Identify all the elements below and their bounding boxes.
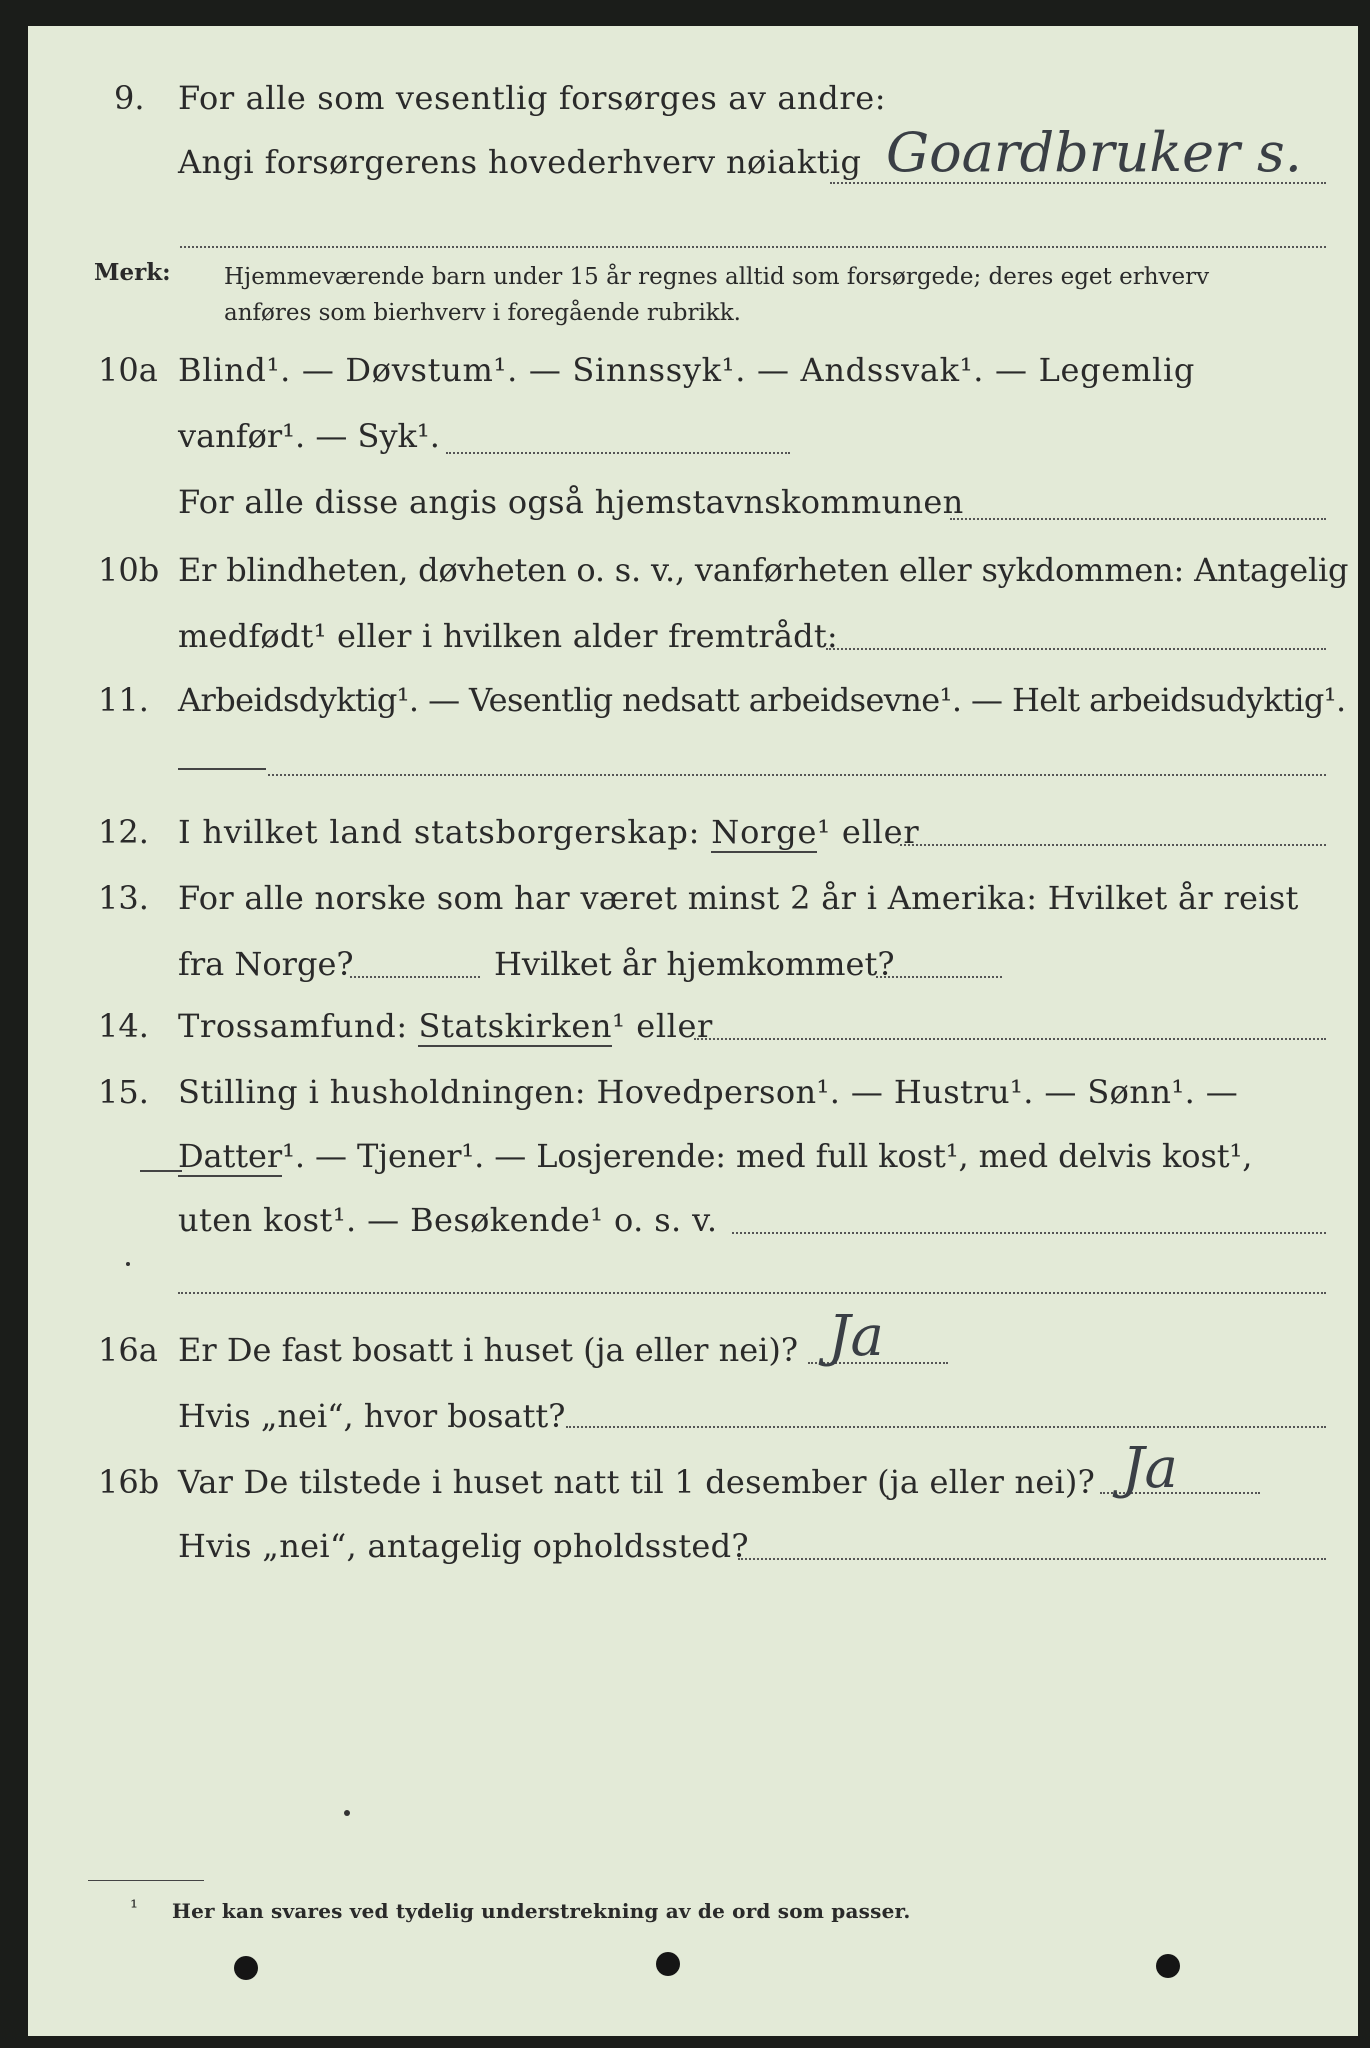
- q11-answer-line: [268, 774, 1326, 776]
- q9-number: 9.: [114, 79, 145, 117]
- q16a-handwritten-answer: Ja: [828, 1304, 884, 1369]
- q16a-number: 16a: [98, 1331, 158, 1369]
- q14-underlined-answer: Statskirken: [418, 1007, 613, 1045]
- q10a-line1: Blind¹. — Døvstum¹. — Sinnssyk¹. — Andssvak¹. — Legemlig: [178, 351, 1196, 389]
- q14-line: [178, 1006, 713, 1046]
- q9-line1: For alle som vesentlig forsørges av andre:: [178, 79, 887, 117]
- footnote-text: Her kan svares ved tydelig understrekning av de ord som passer.: [172, 1899, 911, 1923]
- q14-suffix: ¹ eller: [612, 1007, 713, 1045]
- footnote-rule: [88, 1880, 204, 1881]
- q14-answer-line: [694, 1038, 1326, 1040]
- footnote-mark: ¹: [130, 1895, 139, 1919]
- q12-number: 12.: [98, 813, 149, 851]
- q15-line2-rest: ¹. — Tjener¹. — Losjerende: med full kost¹, med delvis kost¹,: [282, 1137, 1253, 1175]
- merk-label: Merk:: [94, 259, 171, 286]
- q10b-line1: Er blindheten, døvheten o. s. v., vanførheten eller sykdommen: Antagelig: [178, 551, 1349, 589]
- q14-prefix: Trossamfund:: [178, 1007, 408, 1045]
- q15-answer-line: [732, 1232, 1326, 1234]
- q13-hjemkommet-line: [876, 976, 1002, 978]
- q13-line2b: Hvilket år hjemkommet?: [494, 945, 895, 983]
- q16b-line1: Var De tilstede i huset natt til 1 desember (ja eller nei)?: [178, 1463, 1095, 1501]
- q10a-number: 10a: [98, 351, 158, 389]
- q15-number: 15.: [98, 1073, 149, 1111]
- q13-reist-line: [350, 976, 480, 978]
- q13-number: 13.: [98, 879, 149, 917]
- q15-line2: [178, 1136, 1252, 1176]
- q14-number: 14.: [98, 1007, 149, 1045]
- q10a-line3: For alle disse angis også hjemstavnskommunen: [178, 483, 964, 521]
- q12-suffix: ¹ eller: [817, 813, 920, 851]
- q15-line3: uten kost¹. — Besøkende¹ o. s. v.: [178, 1201, 718, 1239]
- merk-line2: anføres som bierhverv i foregående rubrikk.: [224, 300, 741, 326]
- q13-line2a: fra Norge?: [178, 945, 354, 983]
- q11-line1: Arbeidsdyktig¹. — Vesentlig nedsatt arbeidsevne¹. — Helt arbeidsudyktig¹.: [178, 681, 1346, 719]
- q16b-handwritten-answer: Ja: [1122, 1436, 1178, 1501]
- q15-extra-line: [178, 1292, 1326, 1294]
- q16b-line2: Hvis „nei“, antagelig opholdssted?: [178, 1527, 749, 1565]
- q11-number: 11.: [98, 681, 149, 719]
- q16a-line1: Er De fast bosatt i huset (ja eller nei)?: [178, 1331, 799, 1369]
- merk-line1: Hjemmeværende barn under 15 år regnes alltid som forsørgede; deres eget erhverv: [224, 264, 1210, 290]
- punch-hole-left: [234, 1956, 258, 1980]
- q16a-line2: Hvis „nei“, hvor bosatt?: [178, 1397, 566, 1435]
- punch-hole-center: [656, 1952, 680, 1976]
- q16b-opholdssted-line: [738, 1558, 1326, 1560]
- q10b-number: 10b: [98, 551, 160, 589]
- q15-underline-lead: [140, 1170, 182, 1172]
- paper-speck: [344, 1810, 350, 1816]
- q9-extra-line: [180, 246, 1326, 248]
- q16b-number: 16b: [98, 1463, 160, 1501]
- q13-line1: For alle norske som har været minst 2 år i Amerika: Hvilket år reist: [178, 879, 1299, 917]
- q15-line1: Stilling i husholdningen: Hovedperson¹. — Hustru¹. — Sønn¹. —: [178, 1073, 1239, 1111]
- census-form-page: [28, 26, 1358, 2036]
- q16a-bosatt-line: [566, 1426, 1326, 1428]
- punch-hole-right: [1156, 1954, 1180, 1978]
- q12-underlined-answer: Norge: [711, 813, 818, 851]
- q10a-syk-line: [446, 452, 790, 454]
- q10b-answer-line: [826, 648, 1326, 650]
- q10a-line2: vanfør¹. — Syk¹.: [178, 417, 440, 455]
- paper-speck: [126, 1262, 130, 1266]
- q10a-hjemstavn-line: [950, 518, 1326, 520]
- q9-line2: Angi forsørgerens hovederhverv nøiaktig: [178, 143, 862, 181]
- q12-prefix: I hvilket land statsborgerskap:: [178, 813, 701, 851]
- q15-underlined-answer: Datter: [178, 1137, 283, 1175]
- q11-handwritten-dash: [178, 768, 266, 770]
- q12-line: [178, 812, 920, 852]
- q9-handwritten-answer: Goardbruker s.: [886, 121, 1302, 184]
- q10b-line2: medfødt¹ eller i hvilken alder fremtrådt:: [178, 617, 838, 655]
- q12-answer-line: [900, 844, 1326, 846]
